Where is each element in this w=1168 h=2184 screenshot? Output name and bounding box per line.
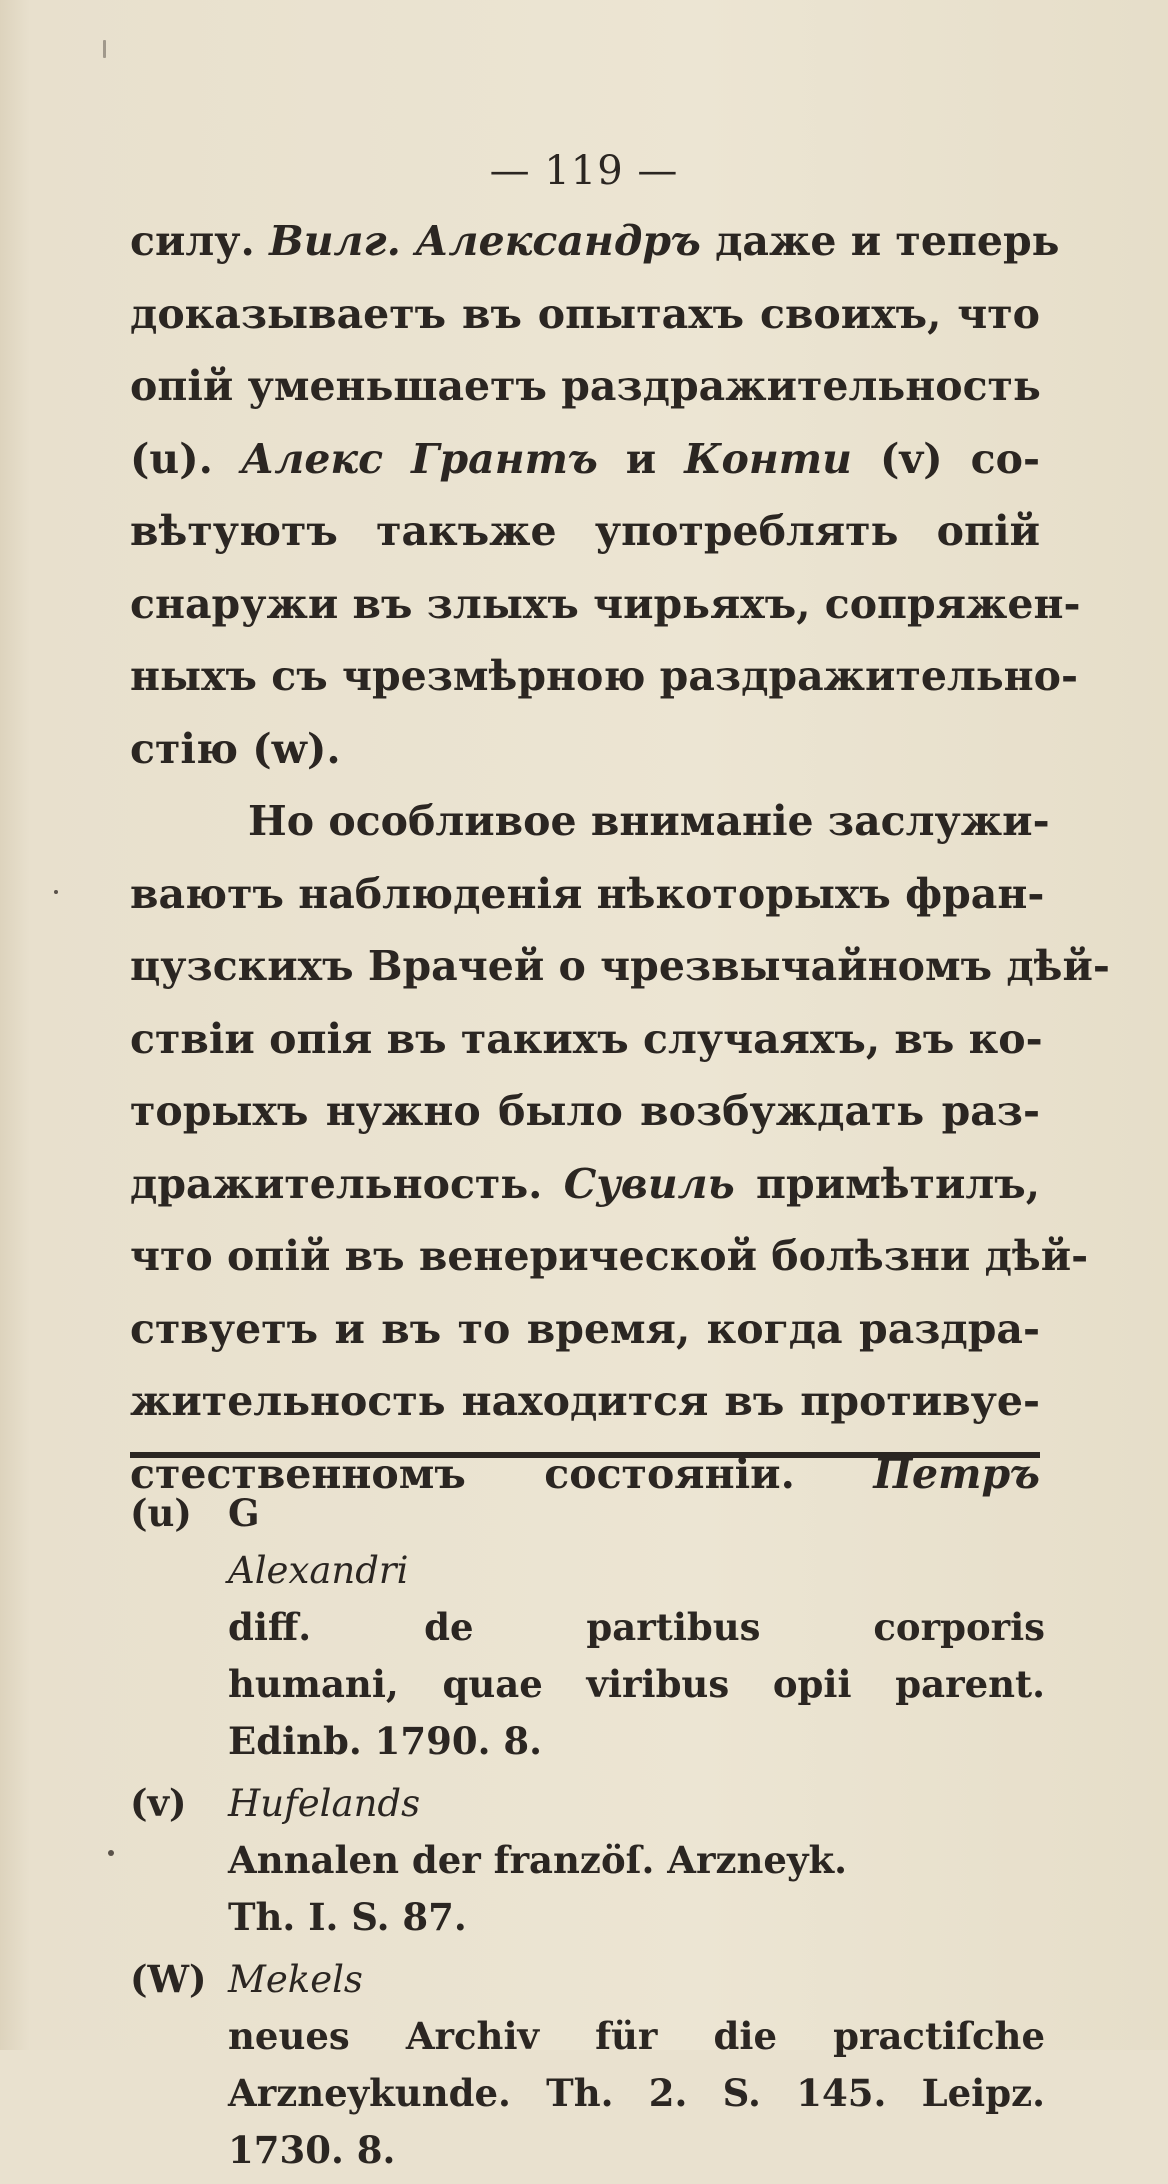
footnote-line	[228, 2122, 1045, 2179]
text-run: опій уменьшаетъ раздражительность	[130, 362, 1041, 410]
text-run: вѣтуютъ такъже употреблять опій	[130, 507, 1040, 555]
footnote	[130, 1485, 1045, 1770]
italic-name: Сувиль	[563, 1159, 735, 1208]
footnote	[130, 1951, 1045, 2179]
text-line	[130, 1148, 1040, 1221]
footnote-line	[228, 1951, 1045, 2065]
footnote-line	[228, 1889, 1045, 1946]
text-run: (u).	[130, 434, 241, 483]
text-run: цузскихъ Врачей о чрезвычайномъ дѣй-	[130, 942, 1110, 990]
text-run: ваютъ наблюденія нѣкоторыхъ фран-	[130, 869, 1045, 918]
text-line	[130, 713, 1040, 786]
text-line	[130, 205, 1060, 278]
text-run: 1730. 8.	[228, 2128, 396, 2172]
main-text	[130, 205, 1110, 1510]
text-line	[130, 785, 1050, 858]
text-line	[130, 858, 1045, 931]
footnote-text	[228, 1485, 1045, 1770]
page-number: — 119 —	[489, 148, 679, 194]
footnote-line	[228, 1656, 1045, 1713]
text-run: ныхъ съ чрезмѣрною раздражительно-	[130, 652, 1079, 700]
text-run: дражительность.	[130, 1159, 564, 1208]
text-line	[130, 1365, 1040, 1438]
footnote	[130, 1775, 1045, 1946]
footnote-text	[228, 1775, 1045, 1946]
paper-speck	[108, 1850, 114, 1856]
text-run: торыхъ нужно было возбуждать раз-	[130, 1087, 1040, 1135]
italic-name: Петръ	[873, 1449, 1040, 1498]
text-line	[130, 1003, 1043, 1076]
text-run: Но особливое вниманіе заслужи-	[248, 797, 1050, 845]
text-run: даже и теперь	[700, 217, 1060, 265]
text-run: силу.	[130, 217, 270, 265]
text-run: доказываетъ въ опытахъ своихъ, что	[130, 289, 1040, 338]
text-run: что опій въ венерической болѣзни дѣй-	[130, 1232, 1089, 1280]
text-run: стію (w).	[130, 724, 341, 773]
text-line	[130, 495, 1040, 568]
text-run: humani, quae viribus opii parent.	[228, 1662, 1045, 1706]
text-run: (v) со-	[851, 434, 1040, 483]
italic-name: Алекс Грантъ	[240, 434, 598, 483]
italic-name: Mekels	[228, 1958, 363, 2001]
text-run: жительность находится въ противуе-	[130, 1377, 1040, 1425]
text-run: Th. I. S. 87.	[228, 1895, 467, 1939]
text-run: ствіи опія въ такихъ случаяхъ, въ ко-	[130, 1014, 1043, 1063]
text-run: ствуетъ и въ то время, когда раздра-	[130, 1304, 1040, 1353]
footnote-line	[228, 1713, 1045, 1770]
text-line	[130, 423, 1040, 496]
paper-speck	[54, 890, 58, 894]
text-line	[130, 640, 1079, 713]
text-run: примѣтилъ,	[734, 1159, 1040, 1208]
italic-name: Вилг. Александръ	[269, 217, 701, 265]
footnote-marker: (u)	[130, 1491, 192, 1535]
italic-name: Hufelands	[228, 1782, 421, 1825]
text-run: Arzneykunde. Th. 2. S. 145. Leipz.	[228, 2071, 1045, 2115]
text-line	[130, 1075, 1040, 1148]
footnote-rule	[130, 1452, 1040, 1458]
text-run: neues Archiv für die practiſche	[228, 2014, 1045, 2058]
footnote-line	[228, 2065, 1045, 2122]
footnote-text	[228, 1951, 1045, 2179]
text-run: Annalen der franzöſ. Arzneyk.	[228, 1838, 847, 1882]
footnote-marker: (v)	[130, 1781, 187, 1825]
text-line	[130, 930, 1110, 1003]
footnote-line	[228, 1775, 1045, 1889]
footnote-marker: (W)	[130, 1957, 207, 2001]
italic-name: Alexandri	[228, 1549, 409, 1592]
text-line	[130, 278, 1040, 351]
text-run: и	[597, 434, 685, 483]
footnotes	[130, 1485, 1045, 2184]
footnote-line	[228, 1485, 1045, 1656]
text-run: diff. de partibus corporis	[228, 1605, 1045, 1649]
text-run: Edinb. 1790. 8.	[228, 1719, 543, 1763]
italic-name: Конти	[684, 434, 852, 483]
text-run: G	[228, 1491, 260, 1535]
text-line	[130, 568, 1081, 641]
text-line	[130, 1293, 1040, 1366]
text-run: стественномъ состояніи.	[130, 1449, 874, 1498]
text-line	[130, 1220, 1089, 1293]
text-run: снаружи въ злыхъ чирьяхъ, сопряжен-	[130, 579, 1081, 628]
paper-speck	[103, 40, 106, 58]
text-line	[130, 350, 1040, 423]
